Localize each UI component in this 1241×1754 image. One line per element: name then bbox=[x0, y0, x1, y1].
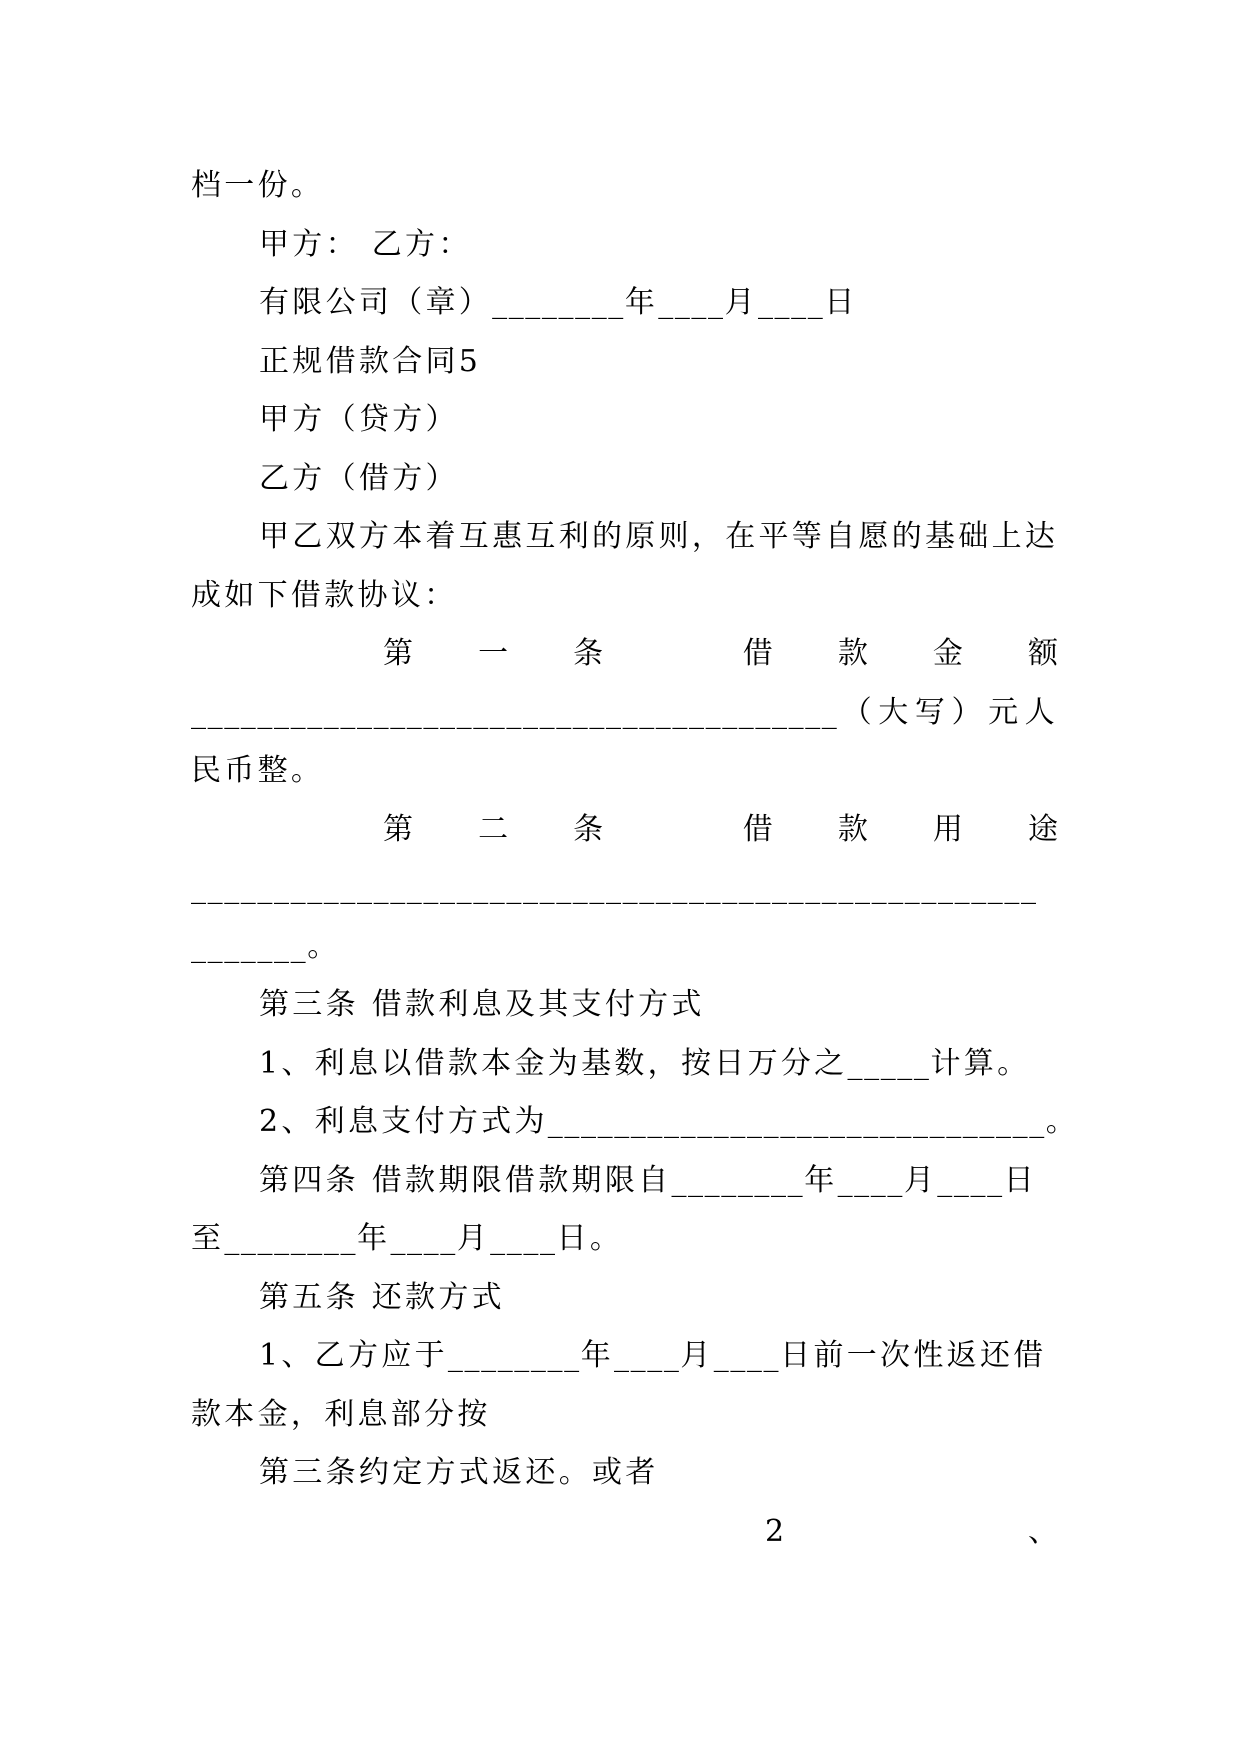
blank-field: ________ bbox=[447, 1338, 581, 1373]
interest-payment-clause: 2、利息支付方式为______________________________。 bbox=[259, 1104, 1080, 1139]
heading-char: 一 bbox=[478, 636, 509, 671]
blank-field: _____ bbox=[847, 1045, 931, 1081]
heading-char: 借 bbox=[742, 636, 773, 671]
heading-char: 第 bbox=[383, 811, 413, 847]
article-4-loan-term: 第四条 借款期限借款期限自________年____月____日 bbox=[259, 1162, 1037, 1198]
repayment-clause: 1、乙方应于________年____月____日前一次性返还借 bbox=[259, 1338, 1047, 1373]
repayment-clause-continued: 款本金，利息部分按 bbox=[191, 1396, 491, 1432]
blank-field: ____ bbox=[658, 285, 725, 320]
heading-char: 二 bbox=[478, 811, 509, 847]
blank-field: ____ bbox=[390, 1221, 457, 1256]
blank-field: ____ bbox=[937, 1162, 1004, 1198]
blank-field: ________ bbox=[492, 285, 625, 320]
loan-term-end-date: 至________年____月____日。 bbox=[191, 1221, 624, 1256]
preamble-text: 甲乙双方本着互惠互利的原则，在平等自愿的基础上达 bbox=[259, 519, 1059, 554]
article-2-heading bbox=[383, 801, 1058, 860]
blank-field: ____ bbox=[614, 1338, 681, 1373]
blank-field: _______ bbox=[191, 928, 308, 964]
preamble-text-continued: 成如下借款协议： bbox=[191, 577, 458, 613]
borrower-label: 乙方（借方） bbox=[259, 460, 459, 496]
loan-purpose-blank bbox=[0, 859, 1241, 918]
heading-char: 用 bbox=[932, 811, 963, 847]
heading-char: 款 bbox=[837, 636, 868, 671]
archive-copy-text: 档一份。 bbox=[191, 168, 325, 203]
contract-title: 正规借款合同5 bbox=[259, 343, 482, 379]
loan-amount-line: _______________________________________（大写）元人 bbox=[191, 694, 1058, 730]
heading-gap bbox=[668, 801, 678, 860]
item-number: 2 bbox=[765, 1513, 785, 1549]
blank-field: ____ bbox=[757, 285, 825, 320]
blank-field: ________ bbox=[224, 1221, 358, 1256]
heading-char: 条 bbox=[573, 811, 604, 847]
blank-field: ______________________________ bbox=[547, 1104, 1046, 1139]
blank-field: ____ bbox=[837, 1162, 904, 1198]
blank-field: ___________________________________________________ bbox=[191, 870, 1038, 905]
heading-char: 第 bbox=[383, 636, 413, 671]
blank-field: ____ bbox=[490, 1221, 557, 1256]
heading-char: 金 bbox=[932, 636, 963, 671]
article-1-heading bbox=[383, 625, 1058, 684]
loan-purpose-blank-end: _______。 bbox=[191, 928, 341, 964]
article-3-heading: 第三条 借款利息及其支付方式 bbox=[259, 987, 705, 1022]
blank-field: _______________________________________ bbox=[191, 694, 839, 730]
company-seal-date-line: 有限公司（章）________年____月____日 bbox=[259, 285, 858, 320]
blank-field: ________ bbox=[671, 1162, 805, 1198]
heading-char: 额 bbox=[1027, 636, 1058, 671]
repayment-alternative-text: 第三条约定方式返还。或者 bbox=[259, 1455, 659, 1490]
lender-label: 甲方（贷方） bbox=[259, 402, 459, 437]
heading-gap bbox=[668, 625, 678, 684]
heading-char: 借 bbox=[742, 811, 773, 847]
heading-char: 途 bbox=[1027, 811, 1058, 847]
blank-field: ____ bbox=[713, 1338, 781, 1373]
loan-amount-line-continued: 民币整。 bbox=[191, 753, 325, 788]
article-5-heading: 第五条 还款方式 bbox=[259, 1279, 505, 1315]
enumeration-comma: 、 bbox=[1028, 1513, 1058, 1549]
document-body bbox=[0, 157, 1241, 1561]
party-labels: 甲方： 乙方： bbox=[259, 226, 472, 262]
interest-rate-clause: 1、利息以借款本金为基数，按日万分之_____计算。 bbox=[259, 1045, 1031, 1081]
heading-char: 条 bbox=[573, 636, 604, 671]
heading-char: 款 bbox=[837, 811, 868, 847]
next-item-marker bbox=[765, 1503, 1058, 1562]
